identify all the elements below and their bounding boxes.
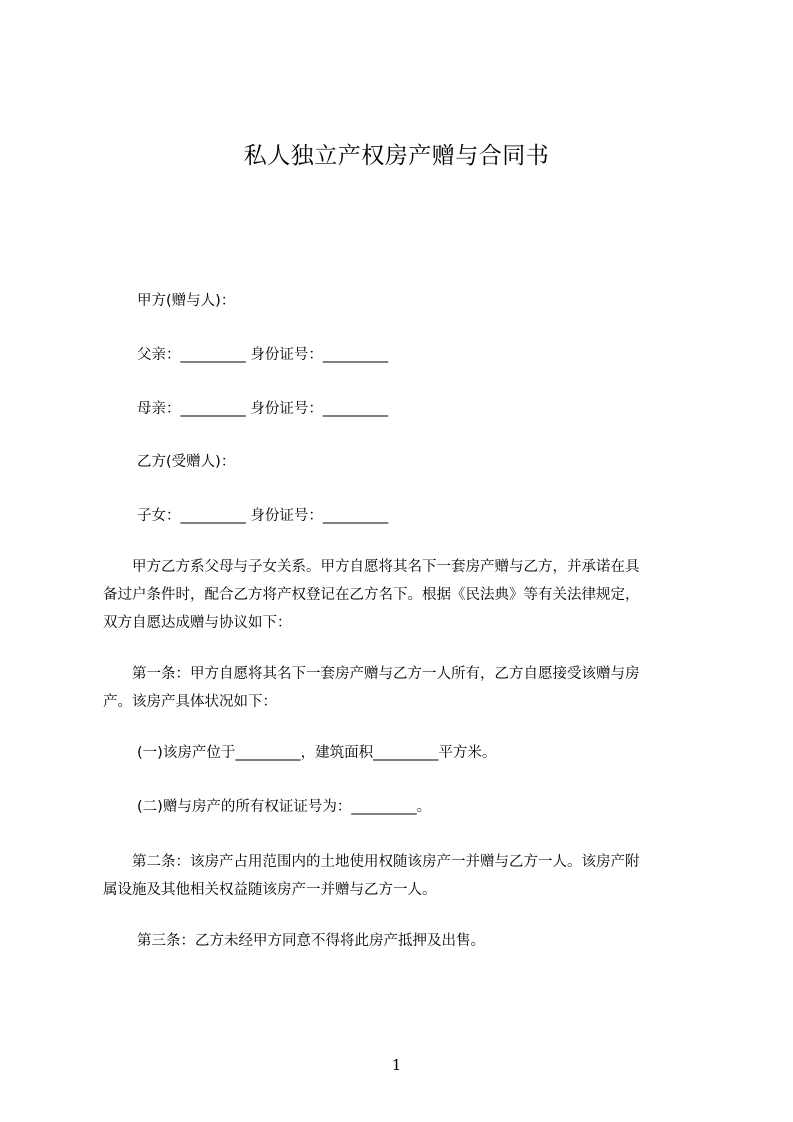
article-1-line-2: 产。该房产具体状况如下： [103, 694, 277, 710]
article-2-paragraph [103, 848, 707, 904]
father-line: 父亲：_________ 身份证号：_________ [137, 347, 389, 363]
page-number: 1 [391, 1056, 402, 1074]
party-a-heading: 甲方(赠与人)： [137, 293, 236, 309]
article-2-line-2: 属设施及其他相关权益随该房产一并赠与乙方一人。 [103, 882, 437, 898]
intro-line-3: 双方自愿达成赠与协议如下： [103, 615, 292, 631]
party-b-heading: 乙方(受赠人)： [137, 454, 236, 470]
article-1-paragraph [103, 660, 707, 716]
document-title: 私人独立产权房产赠与合同书 [243, 143, 550, 169]
item-1-location: (一)该房产位于_________，建筑面积_________平方米。 [137, 745, 497, 761]
intro-line-2: 备过户条件时，配合乙方将产权登记在乙方名下。根据《民法典》等有关法律规定， [103, 587, 640, 603]
article-3-line: 第三条：乙方未经甲方同意不得将此房产抵押及出售。 [137, 933, 485, 949]
article-1-line-1: 第一条：甲方自愿将其名下一套房产赠与乙方一人所有，乙方自愿接受该赠与房 [103, 666, 640, 682]
child-line: 子女：_________ 身份证号：_________ [137, 508, 389, 524]
item-2-certificate: (二)赠与房产的所有权证证号为：_________。 [137, 799, 432, 815]
mother-line: 母亲：_________ 身份证号：_________ [137, 401, 389, 417]
intro-paragraph [103, 553, 707, 637]
article-2-line-1: 第二条：该房产占用范围内的土地使用权随该房产一并赠与乙方一人。该房产附 [103, 854, 640, 870]
intro-line-1: 甲方乙方系父母与子女关系。甲方自愿将其名下一套房产赠与乙方，并承诺在具 [103, 559, 640, 575]
